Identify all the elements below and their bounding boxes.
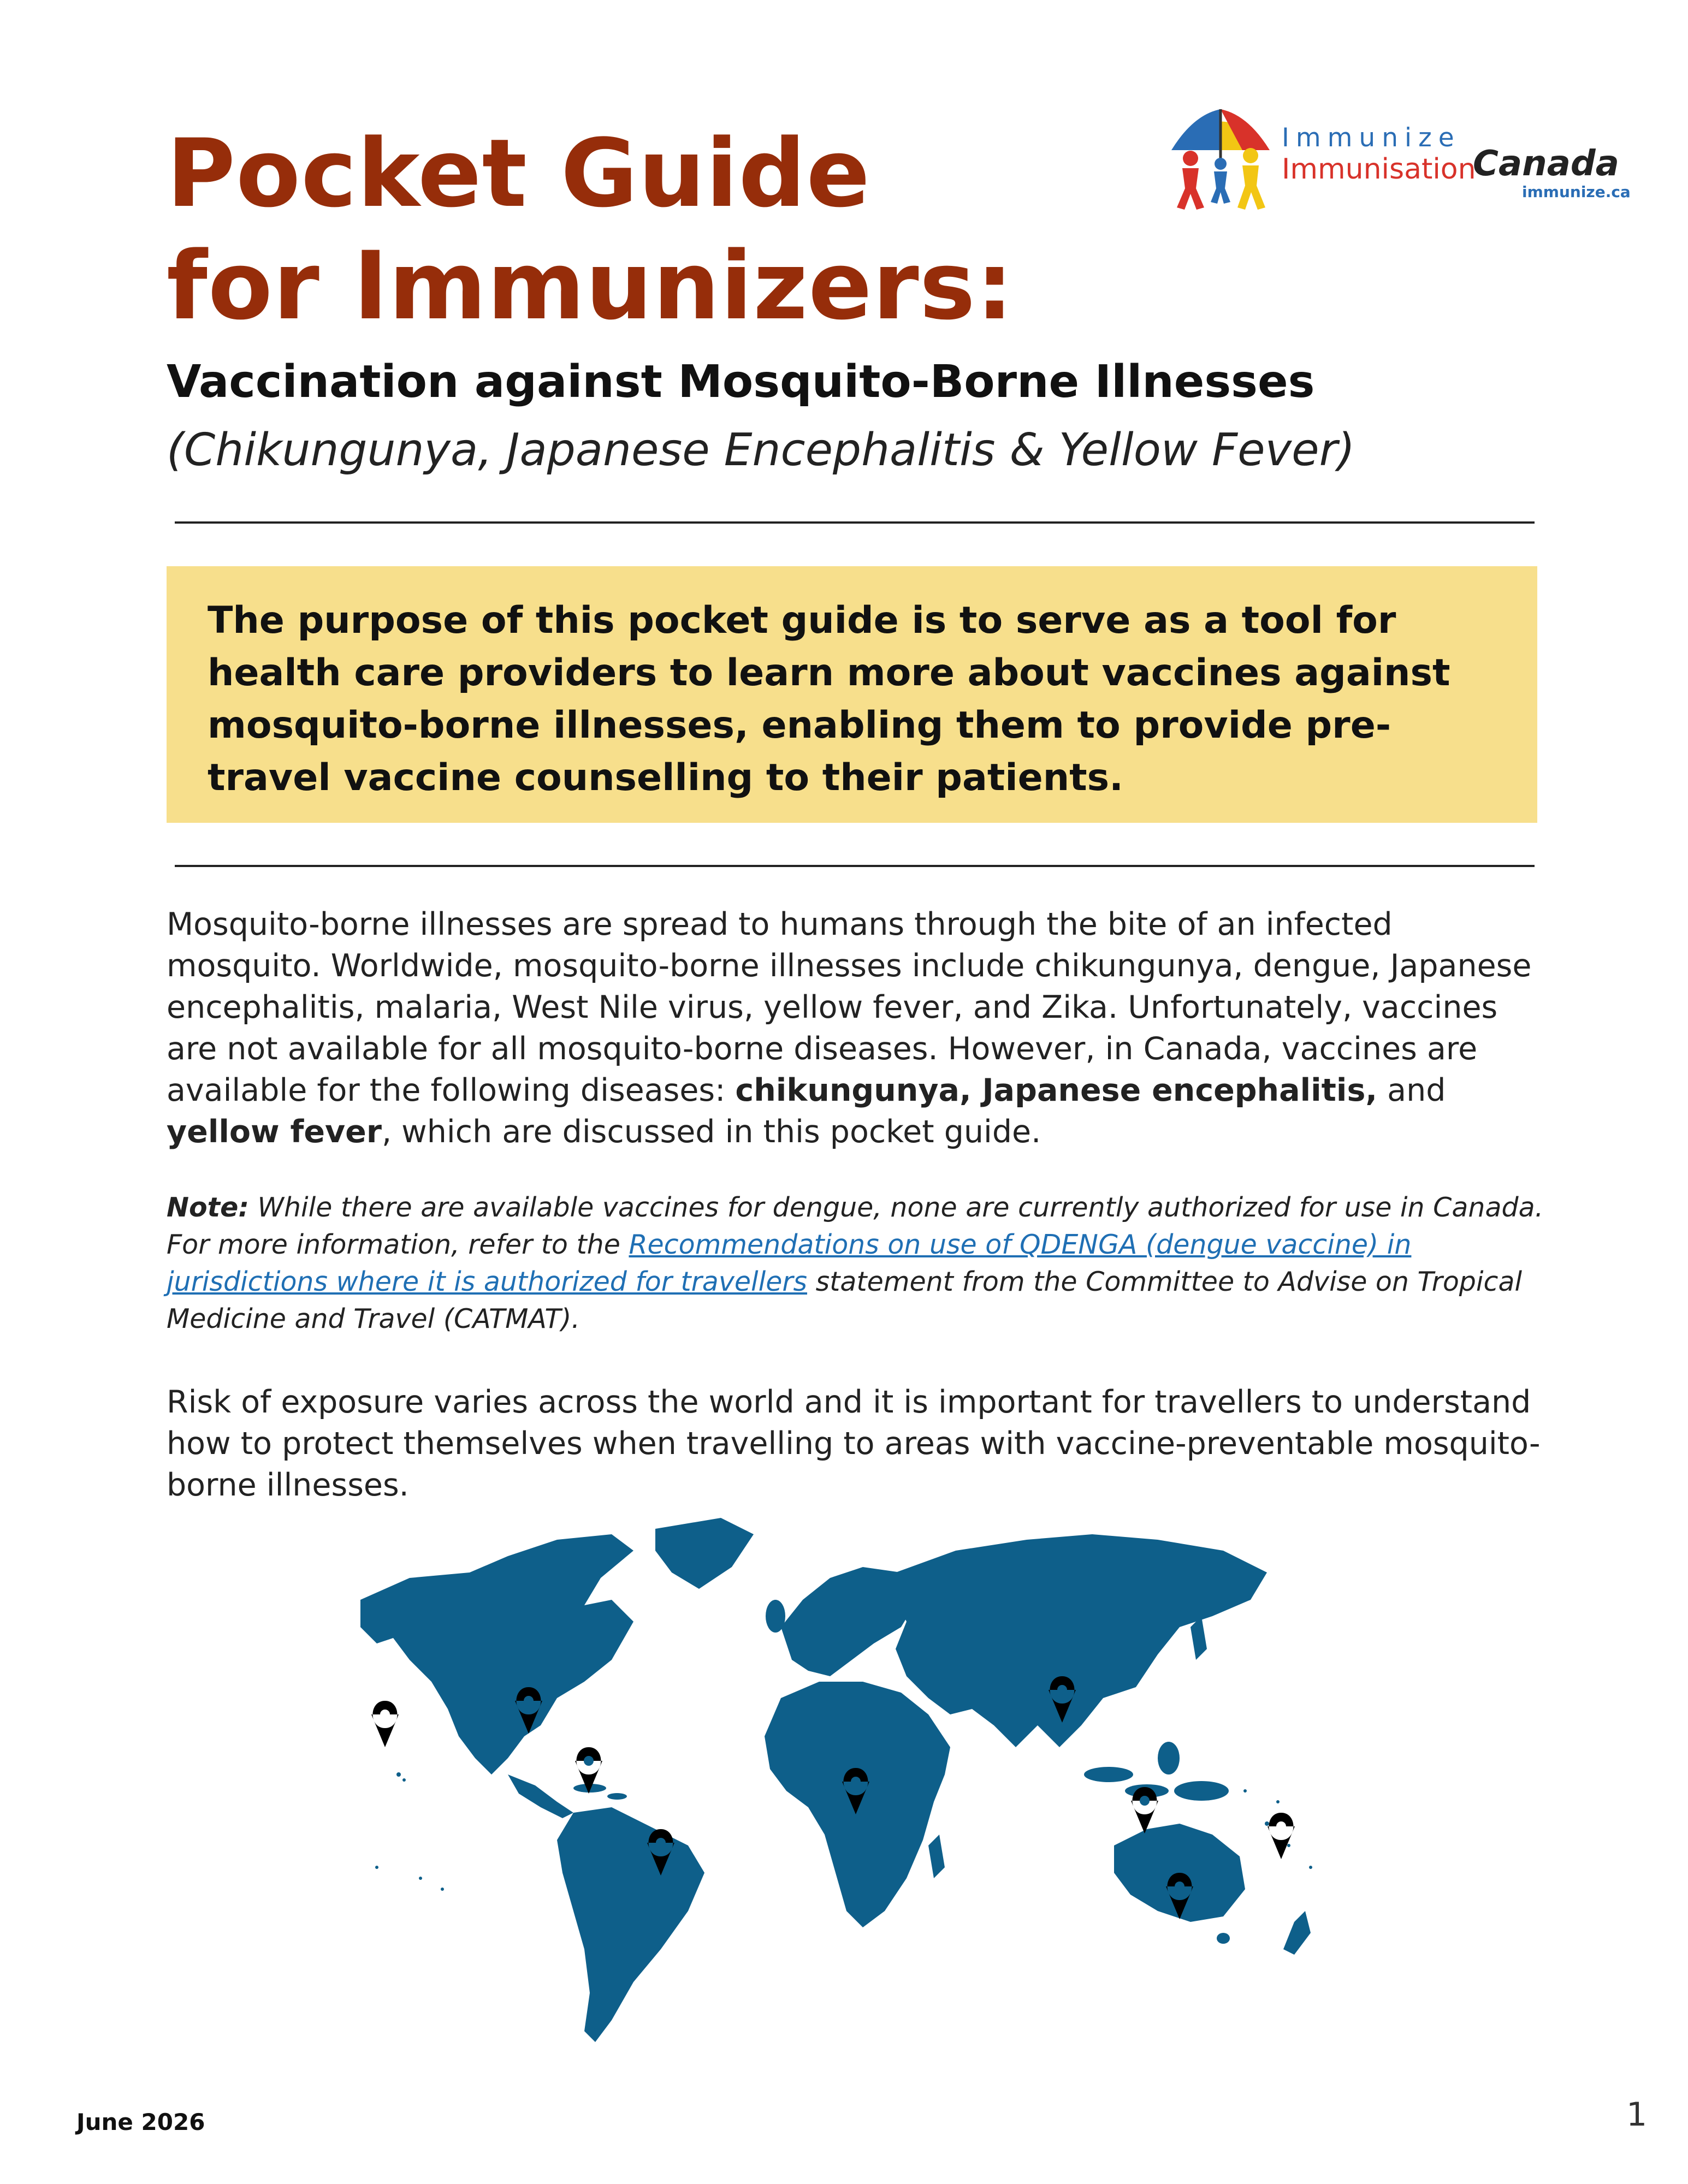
subtitle-detail: (Chikungunya, Japanese Encephalitis & Yellow Fever) xyxy=(167,424,1355,476)
south-america xyxy=(557,1807,704,2042)
footer-date: June 2026 xyxy=(76,2109,205,2135)
umbrella-family-icon xyxy=(1160,98,1281,213)
pin-pacific-islands-icon xyxy=(1268,1813,1295,1859)
logo-url-text: immunize.ca xyxy=(1522,183,1631,201)
qdenga-recommendations-link[interactable]: Recommendations on use of QDENGA (dengue vaccine) in jurisdictions where it is authorized for travellers xyxy=(167,1229,1412,1297)
intro-text-3: , which are discussed in this pocket guide. xyxy=(381,1114,1041,1150)
intro-bold-1: chikungunya, Japanese encephalitis, xyxy=(735,1072,1378,1108)
purpose-text: The purpose of this pocket guide is to serve as a tool for health care providers to learn more about vaccines against mosquito-borne illnesses, enabling them to provide pre-travel vaccine counselling to their patients. xyxy=(208,599,1450,799)
asia xyxy=(896,1534,1267,1747)
intro-bold-2: yellow fever xyxy=(167,1114,382,1150)
intro-text-1: Mosquito-borne illnesses are spread to humans through the bite of an infected mosquito. Worldwide, mosquito-borne illnesses include chikungunya, dengue, Japanese encephalitis, malaria, West Nile virus, yellow fever, and Zika. Unfortunately, vaccines are not available for all mosquito-borne diseases. However, in Canada, vaccines are available for the following diseases: xyxy=(167,906,1532,1108)
pin-hawaii-icon xyxy=(371,1701,399,1747)
central-america xyxy=(508,1775,573,1818)
page-title xyxy=(167,117,1095,342)
intro-paragraph xyxy=(167,904,1554,1153)
intro-text-2: and xyxy=(1377,1072,1446,1108)
title-line-1: Pocket Guide xyxy=(167,118,871,228)
note-paragraph xyxy=(167,1189,1554,1338)
risk-paragraph: Risk of exposure varies across the world and it is important for travellers to understand how to protect themselves when travelling to areas with vaccine-preventable mosquito-borne illnesses. xyxy=(167,1384,1541,1503)
note-label: Note: xyxy=(167,1192,249,1223)
continents xyxy=(360,1518,1312,2042)
divider-bottom xyxy=(175,865,1535,867)
world-map xyxy=(328,1518,1343,2069)
purpose-callout xyxy=(167,566,1537,823)
logo-immunisation-text: Immunisation xyxy=(1282,153,1476,186)
logo-immunize-text: Immunize xyxy=(1282,123,1461,153)
pin-southeast-asia-icon xyxy=(1131,1787,1158,1833)
logo-canada-text: Canada xyxy=(1473,144,1619,184)
page-subtitle: Vaccination against Mosquito-Borne Illnesses xyxy=(167,356,1315,408)
note-text-2: statement from the Committee to Advise on Tropical Medicine and Travel (CATMAT). xyxy=(167,1266,1523,1334)
title-line-2: for Immunizers: xyxy=(167,231,1014,341)
greenland xyxy=(655,1518,754,1589)
immunize-canada-logo xyxy=(1160,98,1631,213)
page-number: 1 xyxy=(1626,2096,1648,2134)
divider-top xyxy=(175,521,1535,524)
note-text-1: While there are available vaccines for dengue, none are currently authorized for use in Canada. For more information, refer to the xyxy=(167,1192,1544,1260)
north-america xyxy=(360,1534,633,1775)
